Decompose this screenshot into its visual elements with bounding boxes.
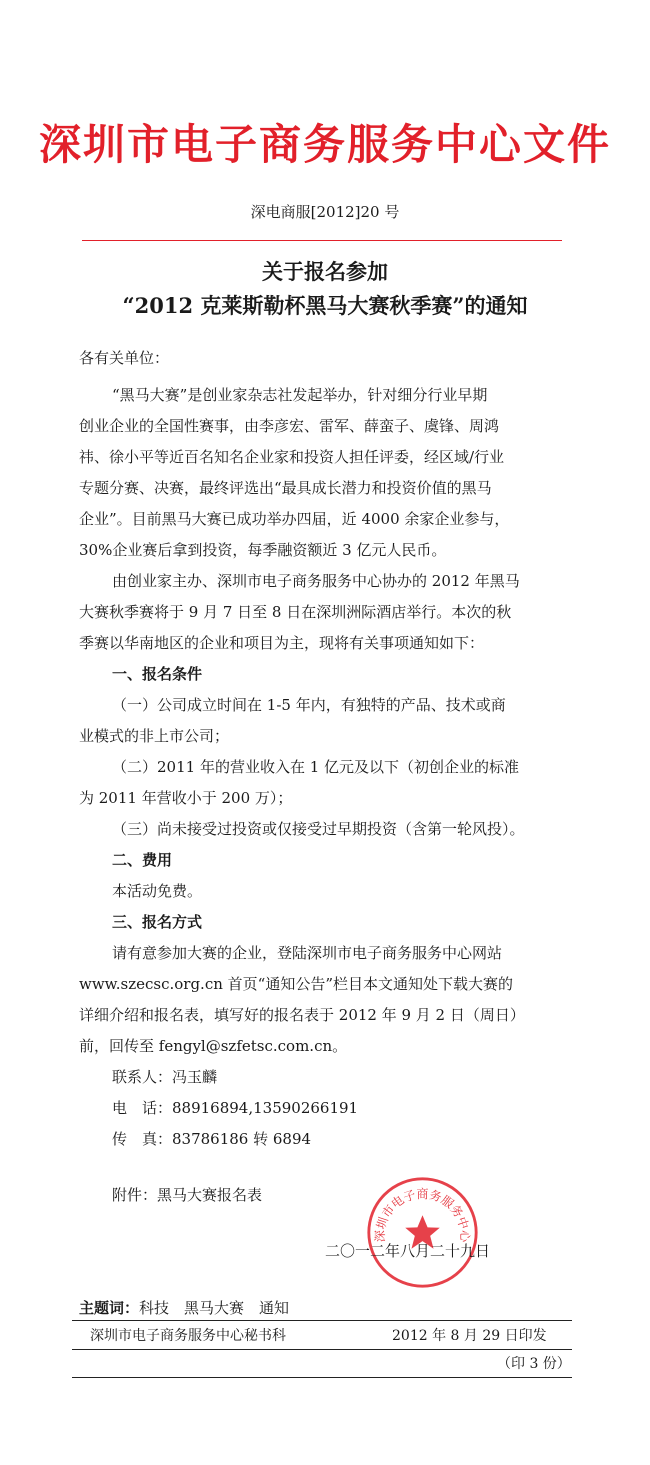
footer-rule-bottom (72, 1377, 572, 1378)
method-line: 请有意参加大赛的企业，登陆深圳市电子商务服务中心网站 (112, 944, 503, 962)
footer-rule-top (72, 1320, 572, 1321)
para1-line: 创业企业的全国性赛事，由李彦宏、雷军、薛蛮子、虞锋、周鸿 (79, 417, 500, 435)
notice-title-line-1: 关于报名参加 (262, 259, 388, 284)
condition-3-line: （三）尚未接受过投资或仅接受过早期投资（含第一轮风投）。 (112, 820, 525, 838)
para1-line: “黑马大赛”是创业家杂志社发起举办，针对细分行业早期 (112, 386, 488, 404)
para2-line: 季赛以华南地区的企业和项目为主，现将有关事项通知如下： (79, 634, 485, 652)
signature-date: 二〇一二年八月二十九日 (325, 1242, 491, 1260)
salutation: 各有关单位： (79, 349, 170, 367)
para1-line: 祎、徐小平等近百名知名企业家和投资人担任评委，经区域/行业 (79, 448, 505, 466)
section-heading-conditions: 一、报名条件 (112, 665, 203, 683)
keywords-values: 科技 黑马大赛 通知 (139, 1299, 290, 1317)
para2-line: 大赛秋季赛将于 9 月 7 日至 8 日在深圳洲际酒店举行。本次的秋 (79, 603, 512, 621)
notice-title-line-2: “2012 克莱斯勒杯黑马大赛秋季赛”的通知 (122, 293, 528, 318)
condition-1-line: 业模式的非上市公司； (79, 727, 230, 745)
section-heading-fee: 二、费用 (112, 851, 173, 869)
contact-person: 联系人：冯玉麟 (112, 1068, 218, 1086)
document-header-title: 深圳市电子商务服务中心文件 (38, 120, 611, 169)
footer-copies: （印 3 份） (497, 1356, 571, 1372)
footer-print-date: 2012 年 8 月 29 日印发 (392, 1328, 547, 1344)
section-heading-method: 三、报名方式 (112, 913, 203, 931)
keywords-line (79, 1297, 289, 1318)
official-seal (365, 1175, 480, 1290)
method-line: www.szecsc.org.cn 首页“通知公告”栏目本文通知处下载大赛的 (79, 975, 513, 993)
footer-issuer: 深圳市电子商务服务中心秘书科 (90, 1328, 286, 1344)
para1-line: 30%企业赛后拿到投资，每季融资额近 3 亿元人民币。 (79, 541, 447, 559)
condition-2-line: 为 2011 年营收小于 200 万）； (79, 789, 293, 807)
fee-text: 本活动免费。 (112, 882, 203, 900)
para2-line: 由创业家主办、深圳市电子商务服务中心协办的 2012 年黑马 (112, 572, 520, 590)
footer-rule-middle (72, 1349, 572, 1350)
contact-fax: 传 真：83786186 转 6894 (112, 1130, 312, 1148)
method-line: 详细介绍和报名表，填写好的报名表于 2012 年 9 月 2 日（周日） (79, 1006, 525, 1024)
keywords-label: 主题词： (79, 1299, 140, 1317)
attachment-note: 附件：黑马大赛报名表 (112, 1186, 263, 1204)
document-number: 深电商服[2012]20 号 (250, 203, 400, 221)
para1-line: 专题分赛、决赛，最终评选出“最具成长潜力和投资价值的黑马 (79, 479, 492, 497)
para1-line: 企业”。目前黑马大赛已成功举办四届，近 4000 余家企业参与， (79, 510, 510, 528)
contact-phone: 电 话：88916894,13590266191 (112, 1099, 359, 1117)
header-red-divider (82, 240, 562, 241)
condition-1-line: （一）公司成立时间在 1-5 年内，有独特的产品、技术或商 (112, 696, 506, 714)
seal-ring-text: 深圳市电子商务服务中心 (373, 1187, 472, 1243)
method-line: 前，回传至 fengyl@szfetsc.com.cn。 (79, 1037, 348, 1055)
condition-2-line: （二）2011 年的营业收入在 1 亿元及以下（初创企业的标准 (112, 758, 520, 776)
